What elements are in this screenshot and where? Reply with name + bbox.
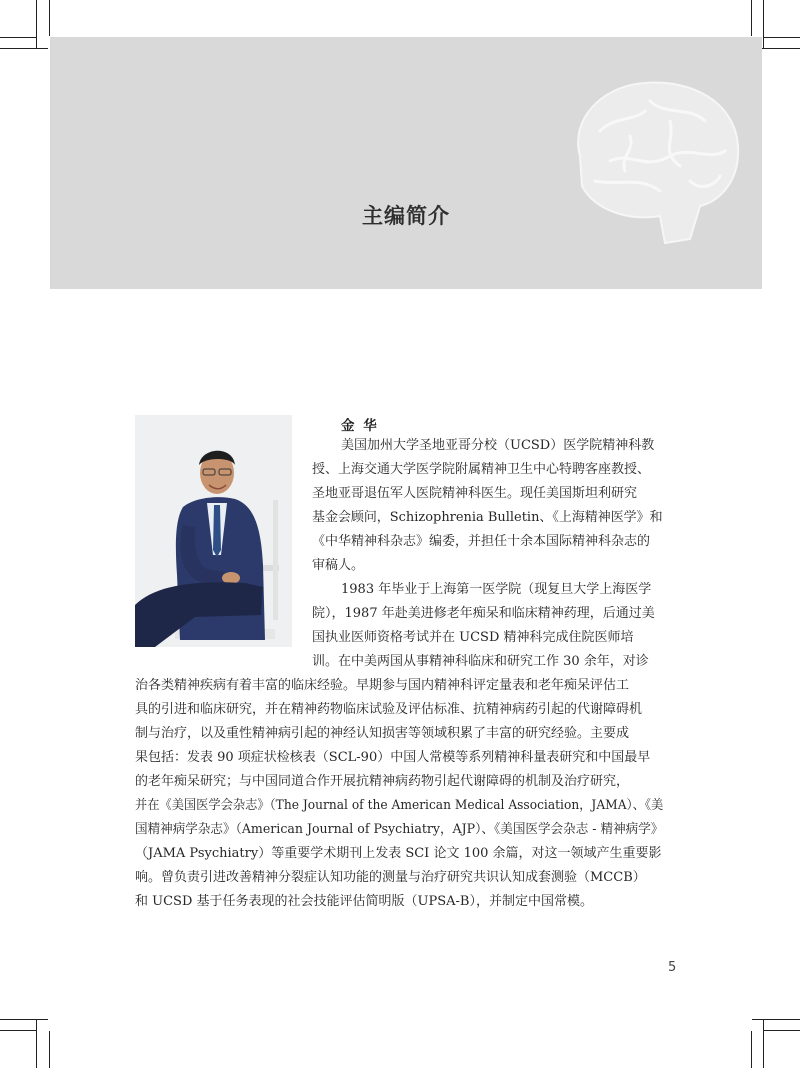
crop-mark [751,0,752,36]
bio-line: 国精神病学杂志》（American Journal of Psychiatry，AJP）、《美国医学会杂志 - 精神病学》 [135,822,664,837]
crop-mark [752,1019,800,1020]
bio-line: 制与治疗，以及重性精神病引起的神经认知损害等领域积累了丰富的研究经验。主要成 [135,726,630,741]
crop-mark [0,1019,48,1020]
bio-line: 训。在中美两国从事精神科临床和研究工作 30 余年，对诊 [312,654,649,669]
brain-icon [550,61,750,261]
bio-line: 治各类精神疾病有着丰富的临床经验。早期参与国内精神科评定量表和老年痴呆评估工 [135,678,630,693]
bio-line: 果包括：发表 90 项症状检核表（SCL-90）中国人常模等系列精神科量表研究和中国最早 [135,750,651,765]
bio-line: 响。曾负责引进改善精神分裂症认知功能的测量与治疗研究共识认知成套测验（MCCB） [135,870,646,885]
bio-line: 1983 年毕业于上海第一医学院（现复旦大学上海医学 [341,582,652,597]
crop-mark [751,1031,752,1068]
crop-mark [49,0,50,36]
bio-line: 的老年痴呆研究；与中国同道合作开展抗精神病药物引起代谢障碍的机制及治疗研究， [135,774,630,789]
bio-line: 美国加州大学圣地亚哥分校（UCSD）医学院精神科教 [341,438,655,453]
bio-line: 审稿人。 [312,558,365,573]
crop-mark [36,1020,37,1068]
bio-line: 基金会顾问，Schizophrenia Bulletin、《上海精神医学》和 [312,510,663,525]
crop-mark [763,1020,764,1068]
crop-mark [49,1031,50,1068]
bio-line: 国执业医师资格考试并在 UCSD 精神科完成住院医师培 [312,630,634,645]
page-number: 5 [668,960,677,975]
crop-mark [0,1030,36,1031]
author-photo [135,415,292,647]
portrait-illustration [135,415,292,647]
crop-mark [763,37,800,38]
crop-mark [763,0,764,48]
crop-mark [36,0,37,48]
author-name: 金 华 [341,418,379,434]
bio-line: 授、上海交通大学医学院附属精神卫生中心特聘客座教授、 [312,462,651,477]
page-title: 主编简介 [362,204,450,228]
bio-line: 圣地亚哥退伍军人医院精神科医生。现任美国斯坦利研究 [312,486,638,501]
crop-mark [0,37,36,38]
bio-line: 和 UCSD 基于任务表现的社会技能评估简明版（UPSA-B），并制定中国常模。 [135,894,593,909]
bio-line: 《中华精神科杂志》编委，并担任十余本国际精神科杂志的 [312,534,651,549]
bio-line: 院），1987 年赴美进修老年痴呆和临床精神药理，后通过美 [312,606,655,621]
bio-line: （JAMA Psychiatry）等重要学术期刊上发表 SCI 论文 100 余篇，对这一领域产生重要影 [135,846,662,861]
crop-mark [0,48,48,49]
header-banner [50,37,762,289]
crop-mark [763,1030,800,1031]
bio-line: 具的引进和临床研究，并在精神药物临床试验及评估标准、抗精神病药引起的代谢障碍机 [135,702,643,717]
bio-line: 并在《美国医学会杂志》（The Journal of the American Medical Association，JAMA）、《美 [135,798,664,813]
